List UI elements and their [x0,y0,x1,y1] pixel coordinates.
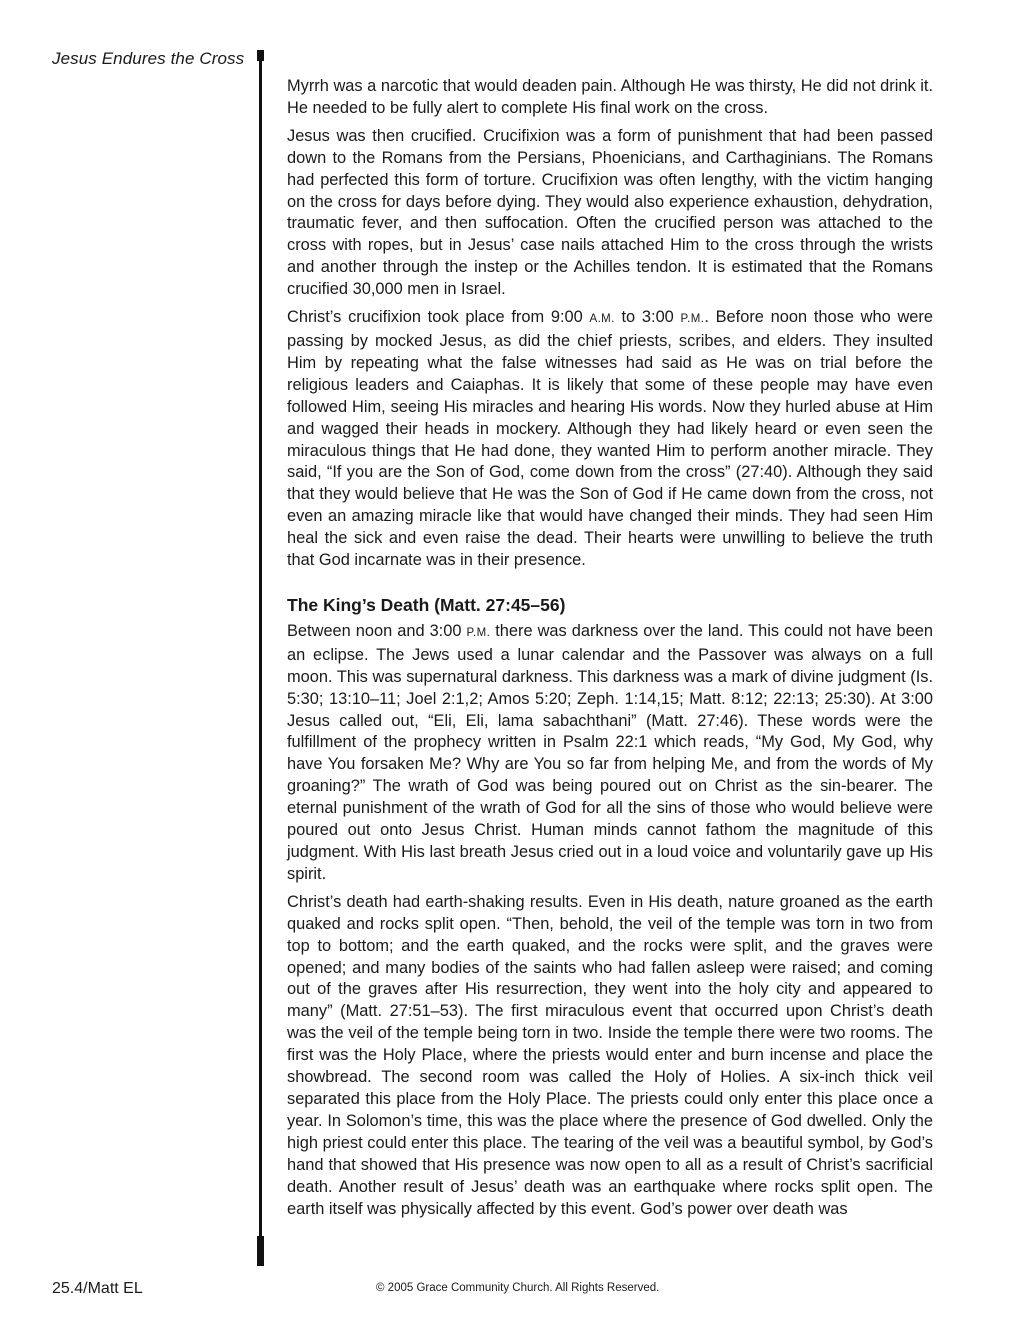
paragraph-text: Christ’s crucifixion took place from 9:00 [287,308,590,327]
paragraph-myrrh: Myrrh was a narcotic that would deaden pain. Although He was thirsty, He did not drink it. He needed to be fully alert to complete His final work on the cross. [287,77,933,117]
copyright-notice: © 2005 Grace Community Church. All Rights Reserved. [376,1282,660,1294]
running-head: Jesus Endures the Cross [52,49,245,68]
paragraph-death-results: Christ’s death had earth-shaking results. Even in His death, nature groaned as the earth quaked and rocks split open. “Then, behold, the veil of the temple was torn in two from top to bottom; and the earth quaked, and the rocks were split, and the graves were opened; and many bodies of the saints who had fallen asleep were raised; and coming out of the graves after His resurrection, they went into the holy city and appeared to many” (Matt. 27:51–53). The first miraculous event that occurred upon Christ’s death was the veil of the temple being torn in two. Inside the temple there were two rooms. The first was the Holy Place, where the priests would enter and burn incense and place the showbread. The second room was called the Holy of Holies. A six-inch thick veil separated this place from the Holy Place. The priests could only enter this place once a year. In Solomon’s time, this was the place where the presence of God dwelled. Only the high priest could enter this place. The tearing of the veil was a beautiful symbol, by God’s hand that showed that His presence was now open to all as a result of Christ’s sacrificial death. Another result of Jesus’ death was an earthquake where rocks split open. The earth itself was physically affected by this event. God’s power over death was [287,892,933,1218]
body-text [287,76,933,1226]
time-pm: P.M. [680,313,705,326]
paragraph-text: . Before noon those who were passing by mocked Jesus, as did the chief priests, scribes, and elders. They insulted Him by repeating what the false witnesses had said as He was on trial before the religious leaders and Caiaphas. It is likely that some of these people may have even followed Him, seeing His miracles and hearing His words. Now they hurled abuse at Him and wagged their heads in mockery. Although they had likely heard or even seen the miraculous things that He had done, they wanted Him to perform another miracle. They said, “If you are the Son of God, come down from the cross” (27:40). Although they said that they would believe that He was the Son of God if He came down from the cross, not even an amazing miracle like that would have changed their minds. They had seen Him heal the sick and even raise the dead. Their hearts were unwilling to believe the truth that God incarnate was in their presence. [287,308,934,570]
time-am: A.M. [589,313,615,326]
paragraph-darkness [287,621,933,886]
paragraph-mockery [287,307,933,572]
page-number: 25.4/Matt EL [52,1280,143,1297]
paragraph-text: Between noon and 3:00 [287,621,467,640]
paragraph-text: to 3:00 [614,308,681,327]
margin-rule-top-cap [257,50,264,61]
time-pm: P.M. [466,626,491,639]
paragraph-text: there was darkness over the land. This could not have been an eclipse. The Jews used a lunar calendar and the Passover was always on a full moon. This was supernatural darkness. This darkness was a mark of divine judgment (Is. 5:30; 13:10–11; Joel 2:1,2; Amos 5:20; Zeph. 1:14,15; Matt. 8:12; 22:13; 25:30). At 3:00 Jesus called out, “Eli, Eli, lama sabachthani” (Matt. 27:46). These words were the fulfillment of the prophecy written in Psalm 22:1 which reads, “My God, My God, why have You forsaken Me? Why are You so far from helping Me, and from the words of My groaning?” The wrath of God was being poured out on Christ as the sin-bearer. The eternal punishment of the wrath of God for all the sins of those who would believe were poured out onto Jesus Christ. Human minds cannot fathom the magnitude of this judgment. With His last breath Jesus cried out in a loud voice and voluntarily gave up His spirit. [287,621,933,883]
paragraph-crucifixion: Jesus was then crucified. Crucifixion was a form of punishment that had been passed down to the Romans from the Persians, Phoenicians, and Carthaginians. The Romans had perfected this form of torture. Crucifixion was often lengthy, with the victim hanging on the cross for days before dying. They would also experience exhaustion, dehydration, traumatic fever, and then suffocation. Often the crucified person was attached to the cross with ropes, but in Jesus’ case nails attached Him to the cross through the wrists and another through the instep or the Achilles tendon. It is estimated that the Romans crucified 30,000 men in Israel. [287,126,933,299]
margin-rule-bottom-cap [257,1236,264,1266]
section-heading: The King’s Death (Matt. 27:45–56) [287,594,566,615]
margin-rule [259,50,262,1266]
